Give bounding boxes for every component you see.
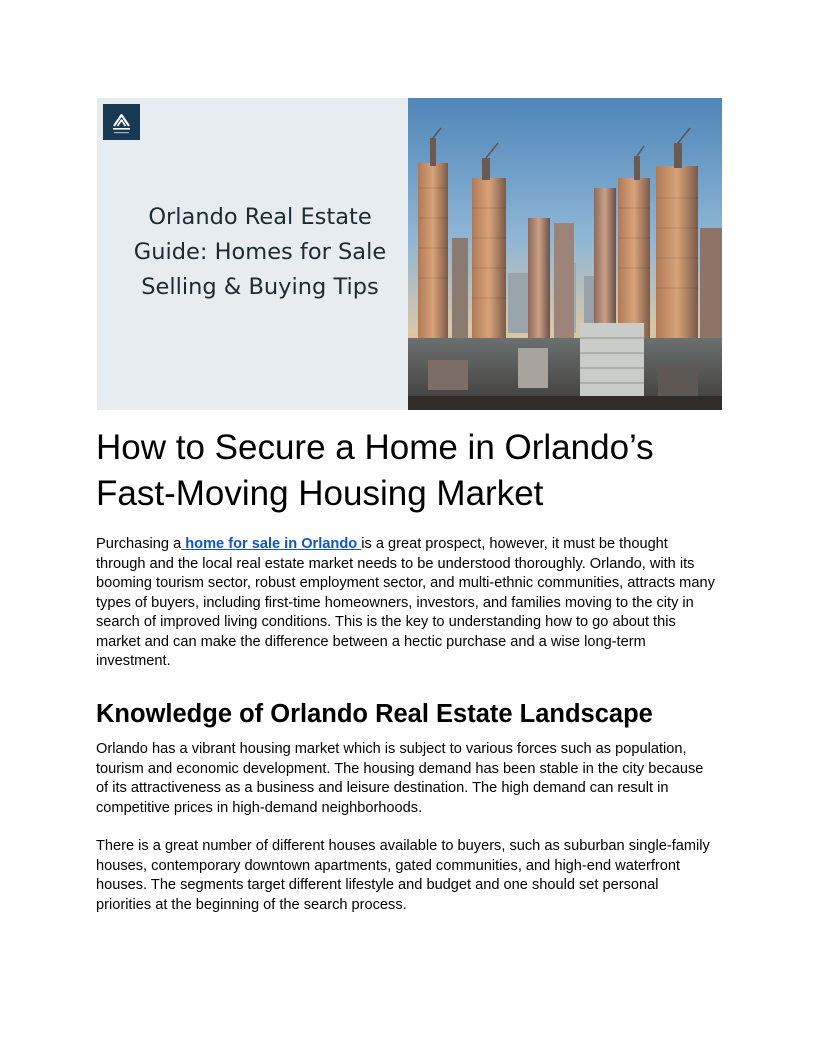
intro-line: booming tourism sector, robust employment sector, and multi-ethnic communities, attracts many xyxy=(96,575,715,591)
paragraph-line: houses. The segments target different lifestyle and budget and one should set personal xyxy=(96,877,659,893)
city-skyline-photo xyxy=(408,98,722,410)
banner-title-line: Guide: Homes for Sale xyxy=(133,239,387,265)
body-paragraph xyxy=(96,740,724,818)
intro-line: through and the local real estate market needs to be understood thoroughly. Orlando, with its xyxy=(96,555,695,572)
home-for-sale-link[interactable]: home for sale in Orlando xyxy=(181,536,362,552)
hero-banner xyxy=(97,98,722,410)
banner-text-panel xyxy=(97,98,408,410)
banner-title-line: Orlando Real Estate xyxy=(148,204,372,230)
paragraph-line: Orlando has a vibrant housing market which is subject to various forces such as population, xyxy=(96,741,687,757)
body-paragraph xyxy=(96,837,724,915)
section-heading: Knowledge of Orlando Real Estate Landscape xyxy=(96,700,653,728)
intro-paragraph xyxy=(96,535,724,672)
intro-line: investment. xyxy=(96,653,171,669)
intro-text: Purchasing a xyxy=(96,536,182,552)
paragraph-line: There is a great number of different houses available to buyers, such as suburban single-family xyxy=(96,838,710,854)
banner-title-line: Selling & Buying Tips xyxy=(141,274,379,300)
intro-text: is a great prospect, however, it must be thought xyxy=(361,536,668,552)
paragraph-line: competitive prices in high-demand neighborhoods. xyxy=(96,799,423,816)
paragraph-line: houses, contemporary downtown apartments, gated communities, and high-end waterfront xyxy=(96,857,681,874)
intro-line: market and can make the difference between a hectic purchase and a wise long-term xyxy=(96,633,646,650)
article-title xyxy=(96,425,736,517)
paragraph-line: priorities at the beginning of the search process. xyxy=(96,896,407,913)
article-title-line: How to Secure a Home in Orlando’s xyxy=(96,428,654,467)
intro-line xyxy=(96,535,724,555)
article-title-line: Fast-Moving Housing Market xyxy=(96,474,544,513)
intro-line: types of buyers, including first-time homeowners, investors, and families moving to the city in xyxy=(96,594,694,611)
paragraph-line: of its attractiveness as a business and leisure destination. The high demand can result in xyxy=(96,780,669,796)
brand-logo-icon xyxy=(103,104,140,140)
paragraph-line: tourism and economic development. The housing demand has been stable in the city because xyxy=(96,760,704,777)
banner-title xyxy=(115,200,405,305)
intro-line: search of improved living conditions. This is the key to understanding how to go about this xyxy=(96,614,676,630)
